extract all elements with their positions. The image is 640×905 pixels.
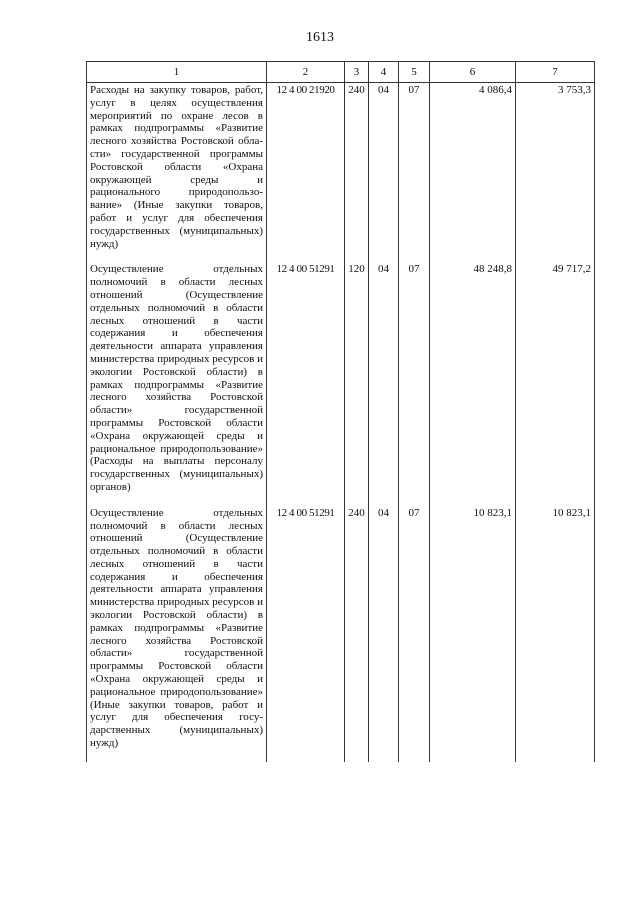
subsection-code: 07 <box>399 83 430 263</box>
amount-year-2: 10 823,1 <box>516 506 595 762</box>
amount-year-1: 48 248,8 <box>430 262 516 505</box>
table-row <box>87 506 595 762</box>
target-article-code: 12 4 00 51291 <box>267 506 345 762</box>
expense-type-code: 240 <box>345 83 369 263</box>
amount-year-1: 10 823,1 <box>430 506 516 762</box>
column-header-6: 6 <box>430 62 516 83</box>
subsection-code: 07 <box>399 262 430 505</box>
header-row <box>87 62 595 83</box>
expense-type-code: 240 <box>345 506 369 762</box>
section-code: 04 <box>369 506 399 762</box>
table-row <box>87 262 595 505</box>
section-code: 04 <box>369 83 399 263</box>
page-number: 1613 <box>306 30 334 45</box>
table-row <box>87 83 595 263</box>
amount-year-2: 3 753,3 <box>516 83 595 263</box>
column-header-3: 3 <box>345 62 369 83</box>
row-description: Расходы на закупку товаров, работ, услуг в целях осуществления мероприятий по охране лесов в рамках подпрограммы «Развитие лесного хозяйства Ростовской области» государственной программы Ростовской области «Охрана окружающей среды и рационального природопользование» (Иные закупки товаров, работ и услуг для обеспечения государственных (муниципальных) нужд) <box>87 83 267 263</box>
column-header-4: 4 <box>369 62 399 83</box>
subsection-code: 07 <box>399 506 430 762</box>
expense-type-code: 120 <box>345 262 369 505</box>
target-article-code: 12 4 00 21920 <box>267 83 345 263</box>
row-description: Осуществление отдельных полномочий в области лесных отношений (Осуществление отдельных полномочий в области лесных отношений в части содержания и обеспечения деятельности аппарата управления министерства природных ресурсов и экологии Ростовской области) в рамках подпрограммы «Развитие лесного хозяйства Ростовской области» государственной программы Ростовской области «Охрана окружающей среды и рациональное природопользование» (Иные закупки товаров, работ и услуг для обеспечения государственных (муниципальных) нужд) <box>87 506 267 762</box>
amount-year-1: 4 086,4 <box>430 83 516 263</box>
column-header-2: 2 <box>267 62 345 83</box>
row-description: Осуществление отдельных полномочий в области лесных отношений (Осуществление отдельных полномочий в области лесных отношений в части содержания и обеспечения деятельности аппарата управления министерства природных ресурсов и экологии Ростовской области) в рамках подпрограммы «Развитие лесного хозяйства Ростовской области» государственной программы Ростовской области «Охрана окружающей среды и рациональное природопользование» (Расходы на выплаты персоналу государственных (муниципальных) органов) <box>87 262 267 505</box>
budget-table <box>86 61 595 762</box>
section-code: 04 <box>369 262 399 505</box>
column-header-5: 5 <box>399 62 430 83</box>
target-article-code: 12 4 00 51291 <box>267 262 345 505</box>
column-header-7: 7 <box>516 62 595 83</box>
column-header-1: 1 <box>87 62 267 83</box>
amount-year-2: 49 717,2 <box>516 262 595 505</box>
